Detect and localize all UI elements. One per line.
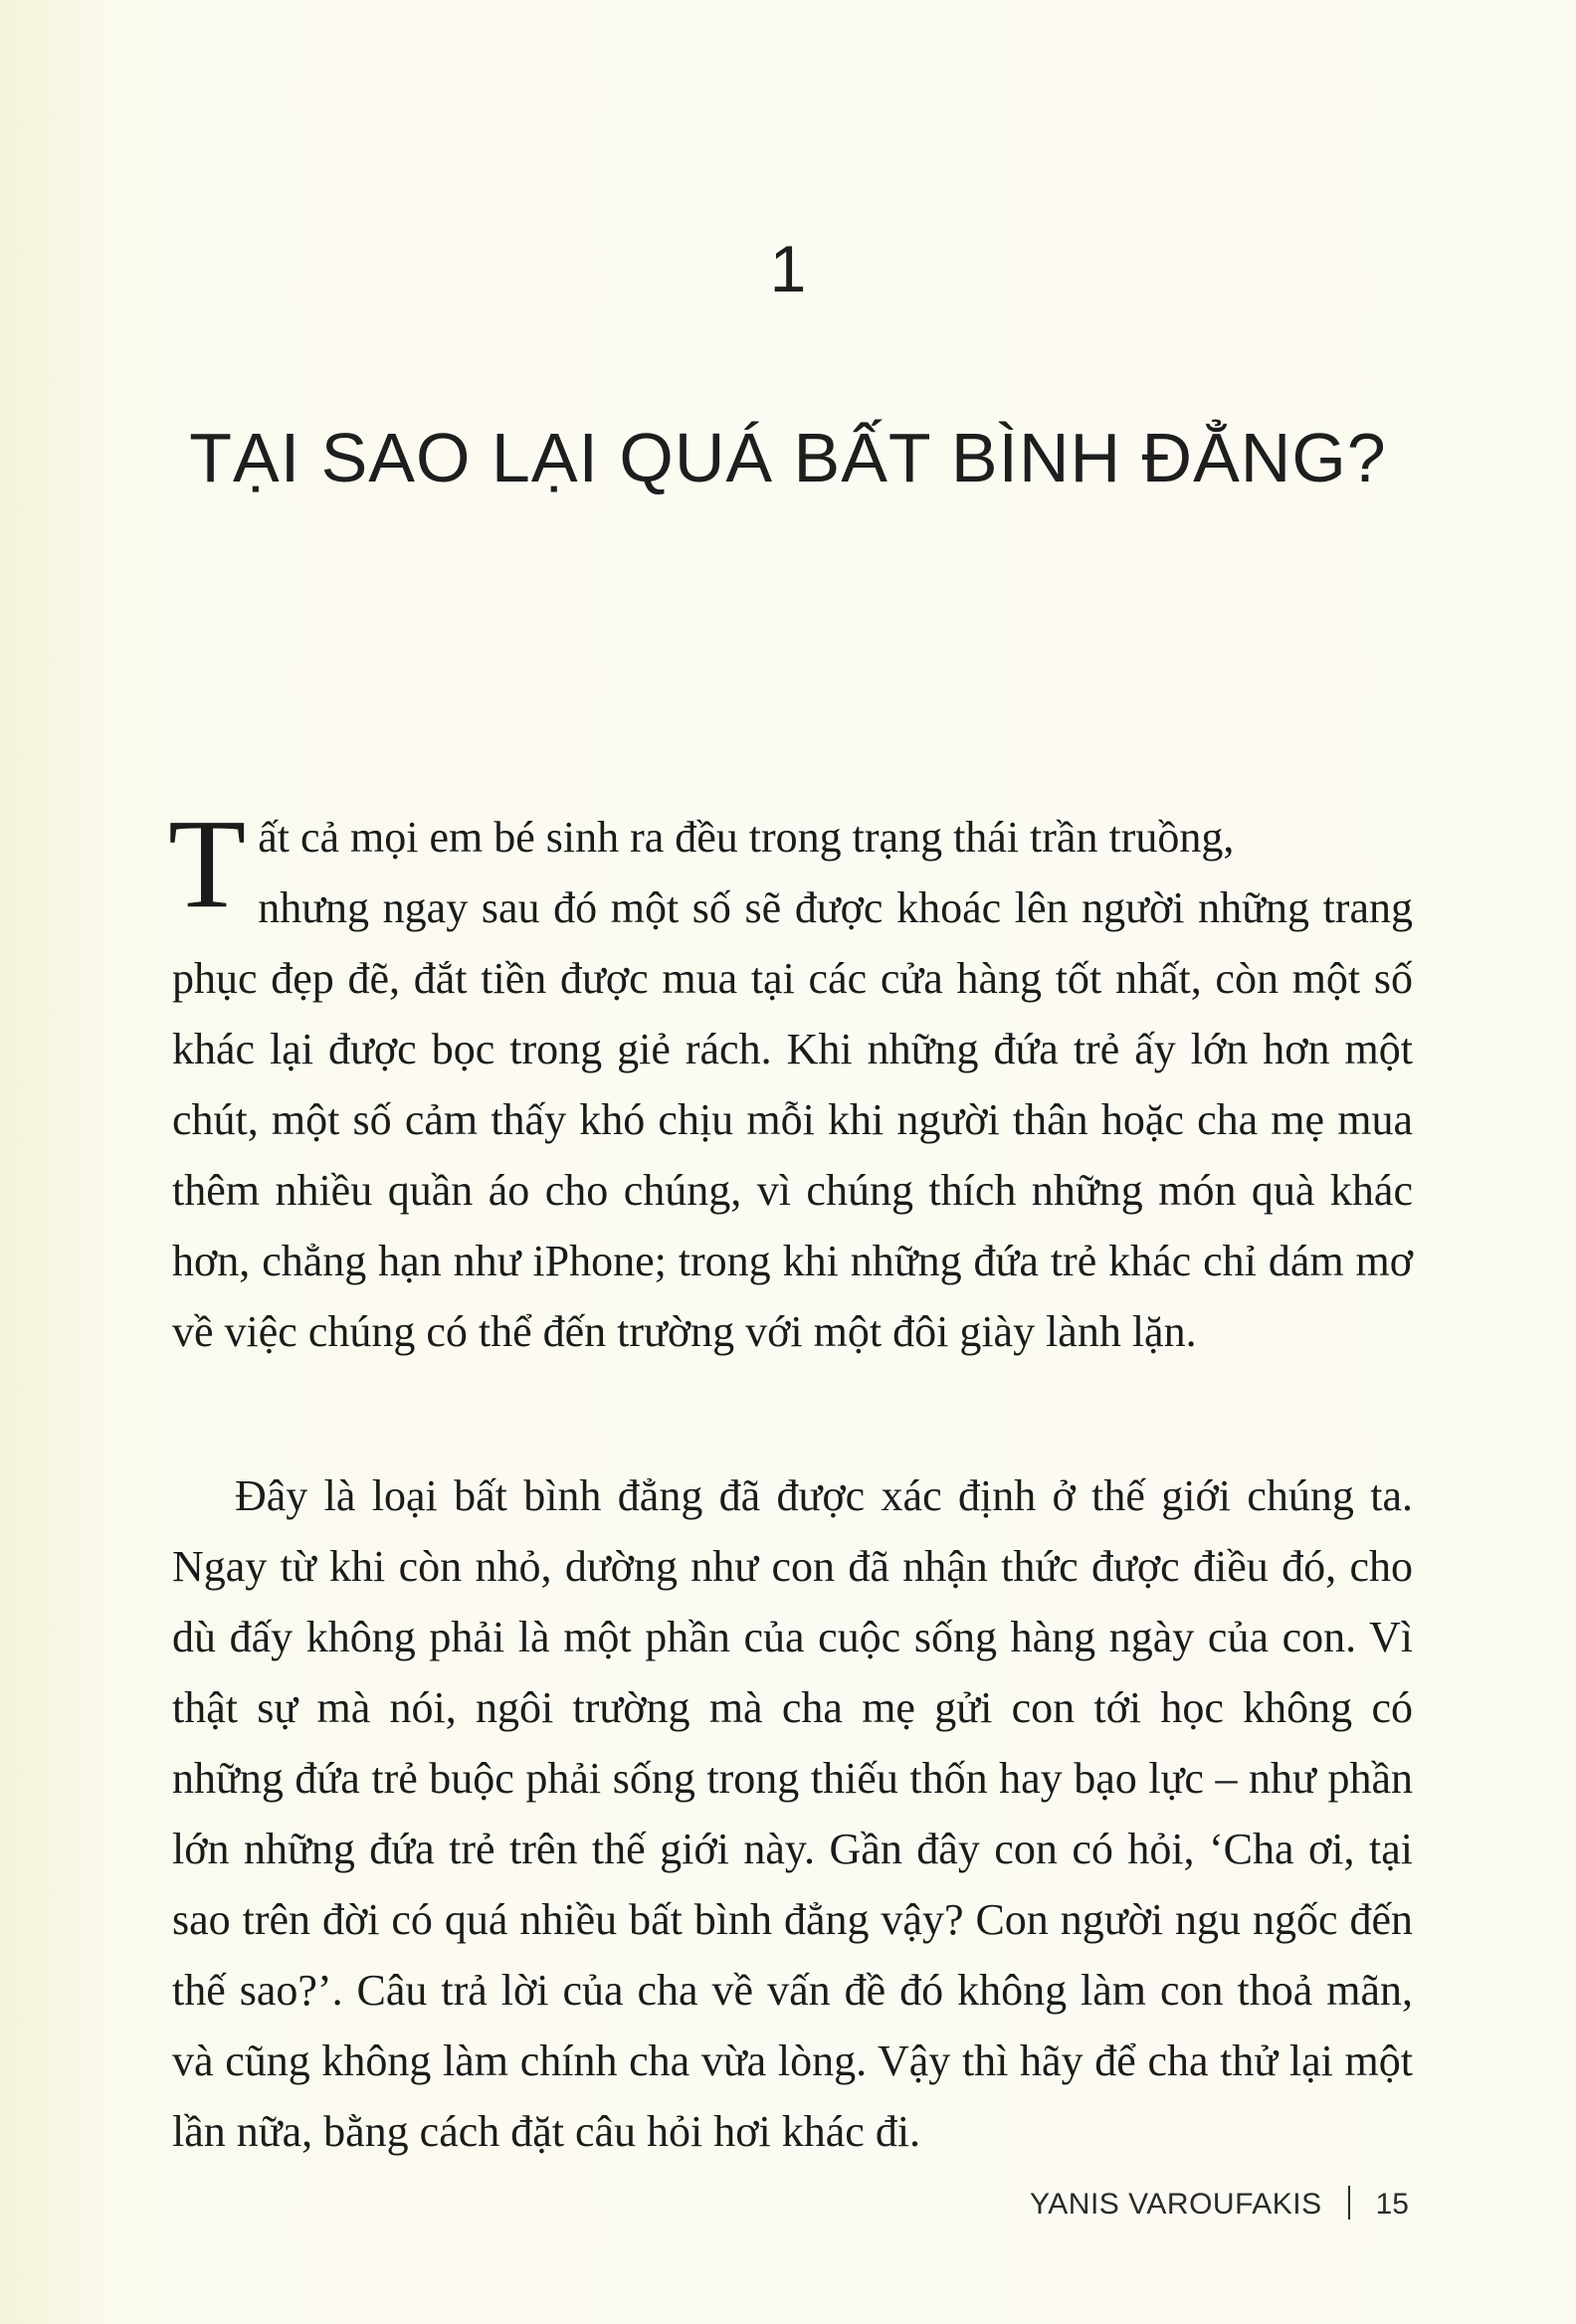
drop-cap: T — [168, 793, 247, 934]
chapter-number: 1 — [769, 232, 807, 305]
page-number: 15 — [1375, 2188, 1409, 2221]
footer-separator — [1348, 2186, 1350, 2220]
footer-author: YANIS VAROUFAKIS — [1029, 2188, 1322, 2221]
paragraph-2: Đây là loại bất bình đẳng đã được xác định ở thế giới chúng ta. Ngay từ khi còn nhỏ, dường như con đã nhận thức được điều đó, cho dù đấy không phải là một phần của cuộc sống hàng ngày của con. Vì thật sự mà nói, ngôi trường mà cha mẹ gửi con tới học không có những đứa trẻ buộc phải sống trong thiếu thốn hay bạo lực – như phần lớn những đứa trẻ trên thế giới này. Gần đây con có hỏi, ‘Cha ơi, tại sao trên đời có quá nhiều bất bình đẳng vậy? Con người ngu ngốc đến thế sao?’. Câu trả lời của cha về vấn đề đó không làm con thoả mãn, và cũng không làm chính cha vừa lòng. Vậy thì hãy để cha thử lại một lần nữa, bằng cách đặt câu hỏi hơi khác đi. — [172, 1471, 1413, 2156]
chapter-title: TẠI SAO LẠI QUÁ BẤT BÌNH ĐẲNG? — [189, 419, 1387, 496]
paragraph-1 — [168, 793, 1413, 1367]
page-footer — [1030, 2185, 1409, 2225]
paragraph-1-text: ất cả mọi em bé sinh ra đều trong trạng thái trần truồng, nhưng ngay sau đó một số sẽ được khoác lên người những trang phục đẹp đẽ, đắt tiền được mua tại các cửa hàng tốt nhất, còn một số khác lại được bọc trong giẻ rách. Khi những đứa trẻ ấy lớn hơn một chút, một số cảm thấy khó chịu mỗi khi người thân hoặc cha mẹ mua thêm nhiều quần áo cho chúng, vì chúng thích những món quà khác hơn, chẳng hạn như iPhone; trong khi những đứa trẻ khác chỉ dám mơ về việc chúng có thể đến trường với một đôi giày lành lặn. — [172, 813, 1413, 1356]
